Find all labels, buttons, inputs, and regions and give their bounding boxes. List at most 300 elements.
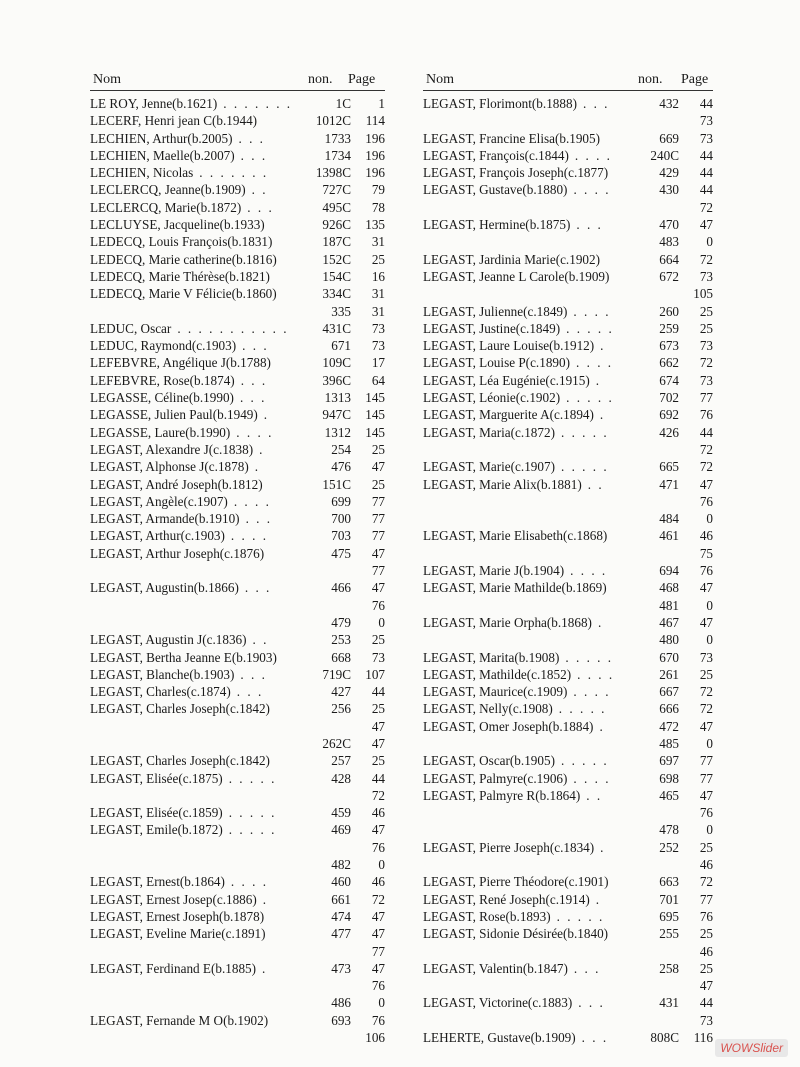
entry-page: 47 [371, 545, 385, 561]
entry-leader-dots: . [254, 459, 261, 475]
entry-page: 44 [699, 96, 713, 111]
entry-name [90, 476, 269, 493]
entry-page: 44 [371, 770, 385, 786]
entry-name-text: LECLERCQ, Marie(b.1872) [90, 199, 242, 215]
entry-page: 72 [699, 701, 713, 717]
entry-name-text: LEGAST, Ferdinand E(b.1885) [90, 960, 257, 976]
index-entry [90, 891, 385, 908]
index-entry [423, 856, 713, 873]
index-entry [423, 527, 713, 544]
entry-page: 25 [371, 632, 385, 648]
entry-page: 145 [365, 407, 385, 423]
entry-name-text: LEGAST, Laure Louise(b.1912) [423, 338, 595, 354]
entry-name [423, 389, 614, 406]
entry-leader-dots: . . [251, 182, 268, 198]
entry-name [423, 303, 611, 320]
entry-name-text: LEGAST, Julienne(c.1849) [423, 303, 568, 319]
entry-page: 47 [371, 960, 385, 976]
entry-name-text: LEGASSE, Céline(b.1990) [90, 390, 234, 406]
entry-leader-dots: . . . . [574, 147, 612, 163]
entry-name [423, 631, 429, 648]
entry-leader-dots: . . . . . [228, 770, 277, 786]
index-entry [423, 631, 713, 648]
entry-leader-dots: . . . . . [228, 805, 277, 821]
entry-non: 335 [331, 303, 351, 319]
header-nom: Nom [426, 72, 454, 87]
entry-non: 259 [659, 320, 679, 336]
entry-non: 664 [659, 251, 679, 267]
entry-non: 480 [659, 632, 679, 648]
entry-non: 254 [331, 441, 351, 457]
entry-non: 702 [659, 390, 679, 406]
entry-non: 252 [659, 839, 679, 855]
index-rows-left [90, 91, 385, 1046]
entry-page: 77 [371, 528, 385, 544]
entry-page: 77 [371, 943, 385, 959]
entry-name [90, 216, 271, 233]
entry-name [90, 700, 276, 717]
entry-name-text: LEGAST, Pierre Joseph(c.1834) [423, 839, 595, 855]
index-entry [423, 406, 713, 423]
entry-name [423, 597, 429, 614]
entry-name-text: LEHERTE, Gustave(b.1909) [423, 1030, 576, 1046]
entry-non: 668 [331, 649, 351, 665]
entry-leader-dots: . . . [582, 96, 610, 111]
entry-name [90, 199, 274, 216]
entry-page: 47 [699, 217, 713, 233]
entry-name-text: LEDECQ, Louis François(b.1831) [90, 234, 273, 250]
entry-non: 459 [331, 805, 351, 821]
entry-name-text: LEGAST, Alphonse J(c.1878) [90, 459, 249, 475]
index-entry [423, 735, 713, 752]
entry-page: 0 [378, 614, 385, 630]
entry-leader-dots: . . . . [573, 182, 611, 198]
entry-name [90, 354, 277, 371]
entry-page: 46 [371, 805, 385, 821]
column-header [423, 70, 713, 91]
entry-name [423, 1029, 608, 1046]
index-entry [423, 960, 713, 977]
index-entry [423, 579, 713, 596]
entry-non: 396C [322, 372, 351, 388]
entry-name-text: LEGAST, Eveline Marie(c.1891) [90, 926, 266, 942]
entry-leader-dots: . . . . . [566, 320, 614, 336]
entry-name [423, 493, 429, 510]
entry-page: 31 [371, 286, 385, 302]
entry-name [423, 510, 429, 527]
index-entry [90, 649, 385, 666]
header-page: Page [348, 72, 376, 87]
entry-name-text: LEDUC, Oscar [90, 320, 172, 336]
entry-page: 25 [371, 476, 385, 492]
index-entry [90, 441, 385, 458]
index-entry [90, 354, 385, 371]
entry-page: 196 [365, 130, 385, 146]
entry-leader-dots: . [262, 891, 269, 907]
entry-name-text: LEGAST, Justine(c.1849) [423, 320, 561, 336]
entry-page: 46 [699, 943, 713, 959]
entry-name [423, 1012, 429, 1029]
entry-leader-dots: . . . . [573, 684, 611, 700]
entry-page: 105 [693, 286, 713, 302]
entry-name [90, 649, 283, 666]
entry-non: 476 [331, 459, 351, 475]
index-entry [90, 943, 385, 960]
entry-page: 47 [699, 476, 713, 492]
entry-name [423, 994, 605, 1011]
entry-name [90, 614, 96, 631]
entry-name-text: LEGAST, Omer Joseph(b.1884) [423, 718, 594, 734]
index-entry [90, 804, 385, 821]
index-entry [90, 164, 385, 181]
entry-name [423, 441, 429, 458]
entry-name-text: LEGAST, Maria(c.1872) [423, 424, 555, 440]
entry-name [423, 424, 609, 441]
entry-non: 662 [659, 355, 679, 371]
entry-page: 47 [699, 614, 713, 630]
entry-leader-dots: . . . . . [556, 908, 605, 924]
index-entry [90, 251, 385, 268]
index-entry [423, 718, 713, 735]
entry-name [90, 320, 289, 337]
index-entry [423, 562, 713, 579]
entry-non: 432 [659, 96, 679, 111]
entry-page: 78 [371, 199, 385, 215]
entry-name [90, 337, 269, 354]
entry-page: 0 [706, 597, 713, 613]
entry-name [423, 839, 605, 856]
entry-name [90, 891, 268, 908]
entry-name-text: LEGAST, François(c.1844) [423, 147, 569, 163]
entry-leader-dots: . [599, 407, 606, 423]
entry-name-text: LECLUYSE, Jacqueline(b.1933) [90, 217, 265, 233]
index-entry [90, 285, 385, 302]
entry-page: 72 [699, 251, 713, 267]
entry-name-text: LEGAST, Palmyre R(b.1864) [423, 787, 581, 803]
index-entry [90, 216, 385, 233]
index-entry [423, 389, 713, 406]
entry-page: 76 [699, 493, 713, 509]
entry-leader-dots: . . . . [236, 424, 274, 440]
entry-name [423, 649, 613, 666]
entry-name [90, 1029, 96, 1046]
entry-leader-dots: . . . [576, 217, 603, 233]
entry-leader-dots: . [262, 960, 268, 976]
entry-non: 727C [322, 182, 351, 198]
index-rows-right [423, 91, 713, 1046]
entry-leader-dots: . . . [247, 199, 274, 215]
header-non: non. [308, 72, 333, 87]
entry-name [423, 458, 609, 475]
entry-name [90, 735, 96, 752]
entry-leader-dots: . . . . [230, 874, 268, 890]
header-nom: Nom [93, 72, 121, 87]
index-entry [90, 700, 385, 717]
entry-name-text: LEGAST, Emile(b.1872) [90, 822, 223, 838]
entry-non: 261 [659, 666, 679, 682]
entry-page: 44 [699, 147, 713, 163]
entry-name-text: LECHIEN, Nicolas [90, 165, 194, 181]
entry-name-text: LEGAST, René Joseph(c.1914) [423, 891, 590, 907]
index-entry [423, 199, 713, 216]
entry-name [423, 268, 615, 285]
entry-page: 145 [365, 424, 385, 440]
entry-name-text: LEGAST, Louise P(c.1890) [423, 355, 570, 371]
entry-name-text: LEGAST, Marie(c.1907) [423, 459, 555, 475]
index-entry [90, 597, 385, 614]
entry-page: 46 [699, 857, 713, 873]
entry-leader-dots: . [595, 891, 602, 907]
index-entry [90, 821, 385, 838]
entry-non: 253 [331, 632, 351, 648]
entry-page: 0 [378, 857, 385, 873]
index-entry [90, 787, 385, 804]
index-entry [423, 700, 713, 717]
entry-page: 76 [699, 908, 713, 924]
index-entry [90, 545, 385, 562]
entry-page: 77 [699, 770, 713, 786]
entry-leader-dots: . [595, 372, 602, 388]
entry-leader-dots: . . . . . [566, 390, 614, 406]
entry-name [90, 424, 273, 441]
entry-name [423, 960, 600, 977]
entry-name [423, 925, 614, 942]
index-entry [423, 977, 713, 994]
index-entry [423, 908, 713, 925]
index-entry [423, 787, 713, 804]
entry-leader-dots: . . . [238, 130, 265, 146]
entry-name [423, 943, 429, 960]
entry-non: 427 [331, 684, 351, 700]
entry-page: 145 [365, 390, 385, 406]
entry-non: 467 [659, 614, 679, 630]
entry-name [423, 164, 614, 181]
index-entry [423, 216, 713, 233]
index-entry [423, 1029, 713, 1046]
entry-page: 73 [699, 649, 713, 665]
entry-name-text: LEGAST, Victorine(c.1883) [423, 995, 573, 1011]
entry-leader-dots: . . . . [573, 770, 611, 786]
entry-name [90, 873, 268, 890]
index-entry [423, 873, 713, 890]
entry-page: 47 [371, 718, 385, 734]
entry-name [423, 579, 613, 596]
entry-non: 1734 [324, 147, 351, 163]
entry-leader-dots: . . . . [233, 493, 271, 509]
entry-page: 73 [699, 338, 713, 354]
entry-page: 76 [699, 407, 713, 423]
entry-page: 25 [699, 960, 713, 976]
entry-non: 262C [322, 735, 351, 751]
entry-leader-dots: . . . [578, 995, 605, 1011]
index-entry [90, 181, 385, 198]
entry-name [423, 787, 602, 804]
entry-name-text: LEGAST, Ernest(b.1864) [90, 874, 225, 890]
entry-non: 485 [659, 735, 679, 751]
entry-name [90, 943, 96, 960]
entry-leader-dots: . . . . [570, 563, 608, 579]
entry-name-text: LEGAST, Elisée(c.1859) [90, 805, 223, 821]
entry-name-text: LEGAST, Fernande M O(b.1902) [90, 1012, 269, 1028]
index-entry [423, 839, 713, 856]
entry-name [423, 354, 613, 371]
entry-leader-dots: . [597, 614, 604, 630]
entry-name-text: LE ROY, Jenne(b.1621) [90, 96, 218, 111]
entry-non: 1313 [324, 390, 351, 406]
entry-name-text: LEGAST, Angèle(c.1907) [90, 493, 228, 509]
entry-name-text: LEGAST, Blanche(b.1903) [90, 666, 235, 682]
entry-name-text: LEGAST, Mathilde(c.1852) [423, 666, 572, 682]
entry-page: 76 [371, 1012, 385, 1028]
entry-name [423, 873, 615, 890]
entry-name [423, 527, 613, 544]
index-entry [90, 389, 385, 406]
entry-page: 25 [699, 666, 713, 682]
index-entry [90, 130, 385, 147]
entry-name [423, 285, 429, 302]
entry-name [90, 545, 270, 562]
entry-non: 187C [322, 234, 351, 250]
entry-name-text: LEGAST, Francine Elisa(b.1905) [423, 130, 601, 146]
index-entry [423, 683, 713, 700]
entry-name [423, 181, 611, 198]
entry-page: 196 [365, 147, 385, 163]
entry-name-text: LEGAST, Charles Joseph(c.1842) [90, 701, 270, 717]
entry-page: 25 [699, 303, 713, 319]
entry-name [423, 891, 601, 908]
entry-name [423, 95, 609, 112]
entry-page: 25 [699, 926, 713, 942]
entry-name [423, 112, 429, 129]
entry-name [423, 130, 606, 147]
entry-non: 479 [331, 614, 351, 630]
entry-non: 719C [322, 666, 351, 682]
index-entry [90, 458, 385, 475]
entry-name [90, 251, 283, 268]
index-entry [423, 597, 713, 614]
index-entry [423, 268, 713, 285]
index-entry [423, 614, 713, 631]
entry-name [423, 562, 607, 579]
index-entry [423, 804, 713, 821]
entry-page: 72 [699, 459, 713, 475]
entry-name [90, 925, 272, 942]
entry-non: 926C [322, 217, 351, 233]
entry-page: 25 [371, 441, 385, 457]
entry-name-text: LEGAST, Jeanne L Carole(b.1909) [423, 268, 610, 284]
entry-name-text: LEDECQ, Marie V Félicie(b.1860) [90, 286, 277, 302]
entry-page: 0 [706, 632, 713, 648]
entry-name [90, 960, 267, 977]
entry-non: 260 [659, 303, 679, 319]
entry-name-text: LEFEBVRE, Rose(b.1874) [90, 372, 235, 388]
entry-name-text: LEGAST, Rose(b.1893) [423, 908, 551, 924]
entry-page: 76 [371, 978, 385, 994]
entry-non: 695 [659, 908, 679, 924]
entry-name [90, 233, 278, 250]
entry-non: 475 [331, 545, 351, 561]
index-entry [90, 770, 385, 787]
entry-page: 76 [371, 839, 385, 855]
entry-non: 666 [659, 701, 679, 717]
entry-name [90, 752, 276, 769]
entry-non: 693 [331, 1012, 351, 1028]
entry-name-text: LEGAST, Marie Orpha(b.1868) [423, 614, 592, 630]
entry-page: 31 [371, 234, 385, 250]
index-entry [90, 233, 385, 250]
entry-name [90, 1012, 274, 1029]
entry-non: 468 [659, 580, 679, 596]
entry-leader-dots: . . . . . [565, 649, 614, 665]
entry-name [423, 908, 604, 925]
entry-name [90, 389, 266, 406]
entry-non: 694 [659, 563, 679, 579]
entry-name [90, 493, 271, 510]
entry-non: 1012C [315, 113, 351, 129]
entry-name-text: LEGAST, Alexandre J(c.1838) [90, 441, 254, 457]
entry-non: 426 [659, 424, 679, 440]
entry-leader-dots: . . . . . [560, 424, 609, 440]
index-entry [423, 251, 713, 268]
entry-name [423, 856, 429, 873]
index-entry [423, 303, 713, 320]
entry-name [90, 147, 267, 164]
entry-name [90, 303, 96, 320]
watermark-logo: WOWSlider [715, 1039, 788, 1057]
entry-name [90, 130, 265, 147]
entry-page: 16 [371, 268, 385, 284]
entry-name [90, 666, 267, 683]
entry-non: 460 [331, 874, 351, 890]
entry-leader-dots: . . . . [573, 303, 611, 319]
entry-page: 75 [699, 545, 713, 561]
entry-page: 0 [706, 234, 713, 250]
entry-page: 107 [365, 666, 385, 682]
entry-non: 697 [659, 753, 679, 769]
entry-leader-dots: . . . . . [560, 459, 609, 475]
index-entry [423, 112, 713, 129]
entry-leader-dots: . [259, 441, 265, 457]
index-entry [90, 873, 385, 890]
index-entry [90, 406, 385, 423]
entry-page: 25 [699, 839, 713, 855]
entry-name [90, 268, 276, 285]
entry-name [90, 597, 96, 614]
entry-non: 484 [659, 511, 679, 527]
entry-page: 0 [706, 735, 713, 751]
entry-page: 72 [371, 891, 385, 907]
entry-non: 661 [331, 891, 351, 907]
entry-page: 77 [699, 753, 713, 769]
index-entry [90, 1012, 385, 1029]
entry-name-text: LEGAST, Valentin(b.1847) [423, 960, 568, 976]
entry-name [90, 510, 272, 527]
index-entry [423, 424, 713, 441]
entry-non: 671 [331, 338, 351, 354]
entry-non: 1398C [315, 165, 351, 181]
entry-name [423, 718, 605, 735]
index-entry [90, 1029, 385, 1046]
index-entry [90, 631, 385, 648]
entry-page: 44 [371, 684, 385, 700]
entry-name [90, 804, 276, 821]
index-entry [423, 891, 713, 908]
index-entry [423, 1012, 713, 1029]
entry-non: 477 [331, 926, 351, 942]
entry-page: 114 [365, 113, 385, 129]
entry-non: 673 [659, 338, 679, 354]
entry-non: 109C [322, 355, 351, 371]
